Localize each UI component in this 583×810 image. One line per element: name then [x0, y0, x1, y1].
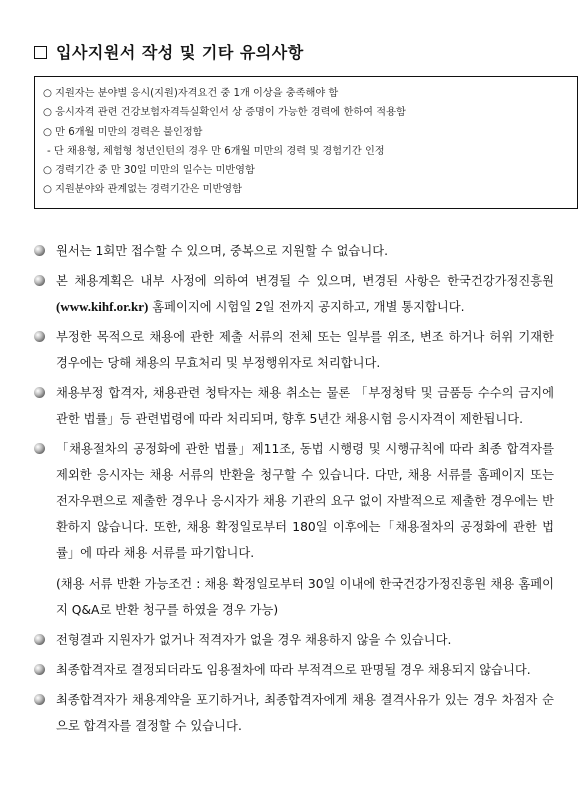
bullet-icon: [34, 331, 45, 342]
list-item-text: 채용부정 합격자, 채용관련 청탁자는 채용 취소는 물론 「부정청탁 및 금품등 수수의 금지에 관한 법률」등 관련법령에 따라 처리되며, 향후 5년간 채용시험 응시자격이 제한됩니다.: [56, 386, 554, 426]
section-title: [34, 40, 304, 63]
list-item-text: 최종합격자가 채용계약을 포기하거나, 최종합격자에게 채용 결격사유가 있는 경우 차점자 순으로 합격자를 결정할 수 있습니다.: [56, 693, 554, 733]
checkbox-square-icon: [34, 46, 47, 59]
list-item: [34, 324, 554, 376]
notice-line: - 단 채용형, 체험형 청년인턴의 경우 만 6개월 미만의 경력 및 경험기간 인정: [47, 145, 385, 157]
notice-line: ○ 지원분야와 관계없는 경력기간은 미반영함: [43, 184, 242, 196]
list-item-text: 부정한 목적으로 채용에 관한 제출 서류의 전체 또는 일부를 위조, 변조 하거나 허위 기재한 경우에는 당해 채용의 무효처리 및 부정행위자로 처리합니다.: [56, 330, 554, 370]
notice-line: ○ 만 6개월 미만의 경력은 불인정함: [43, 126, 203, 138]
list-item-text: 본 채용계획은 내부 사정에 의하여 변경될 수 있으며, 변경된 사항은 한국건강가정진흥원: [56, 274, 554, 288]
list-item: [34, 687, 554, 739]
list-item-note-text: (채용 서류 반환 가능조건 : 채용 확정일로부터 30일 이내에 한국건강가정진흥원 채용 홈페이지 Q&A로 반환 청구를 하였을 경우 가능): [56, 577, 554, 617]
list-item-text: 「채용절차의 공정화에 관한 법률」제11조, 동법 시행령 및 시행규칙에 따라 최종 합격자를 제외한 응시자는 채용 서류의 반환을 청구할 수 있습니다. 다만, 채용 서류를 홈페이지 또는 전자우편으로 제출한 경우나 응시자가 채용 기관의 요구 없이 자발적으로 제출한 경우에는 반환하지 않습니다. 또한, 채용 확정일로부터 180일 이후에는「채용절차의 공정화에 관한 법률」에 따라 채용 서류를 파기합니다.: [56, 442, 554, 560]
bullet-icon: [34, 694, 45, 705]
notice-list: [34, 238, 554, 739]
list-item: [34, 657, 554, 683]
website-url: (www.kihf.or.kr): [56, 299, 149, 314]
bullet-icon: [34, 664, 45, 675]
bullet-icon: [34, 387, 45, 398]
section-title-text: 입사지원서 작성 및 기타 유의사항: [56, 43, 304, 62]
list-item-text: 홈페이지에 시험일 2일 전까지 공지하고, 개별 통지합니다.: [148, 300, 465, 314]
list-item: [34, 627, 554, 653]
list-item-note: [34, 571, 554, 623]
list-item-text: 전형결과 지원자가 없거나 적격자가 없을 경우 채용하지 않을 수 있습니다.: [56, 633, 452, 647]
list-item-text: 원서는 1회만 접수할 수 있으며, 중복으로 지원할 수 없습니다.: [56, 244, 389, 258]
notice-line: ○ 응시자격 관련 건강보험자격득실확인서 상 증명이 가능한 경력에 한하여 적용함: [43, 107, 406, 119]
list-item: [34, 380, 554, 432]
notice-box: [34, 76, 578, 209]
bullet-icon: [34, 275, 45, 286]
list-item-text: 최종합격자로 결정되더라도 임용절차에 따라 부적격으로 판명될 경우 채용되지 않습니다.: [56, 663, 531, 677]
list-item: [34, 436, 554, 566]
bullet-icon: [34, 634, 45, 645]
notice-line: ○ 경력기간 중 만 30일 미만의 일수는 미반영함: [43, 165, 255, 177]
notice-line: ○ 지원자는 분야별 응시(지원)자격요건 중 1개 이상을 충족해야 함: [43, 88, 339, 99]
list-item: [34, 238, 554, 264]
bullet-icon: [34, 443, 45, 454]
list-item: [34, 268, 554, 320]
bullet-icon: [34, 245, 45, 256]
